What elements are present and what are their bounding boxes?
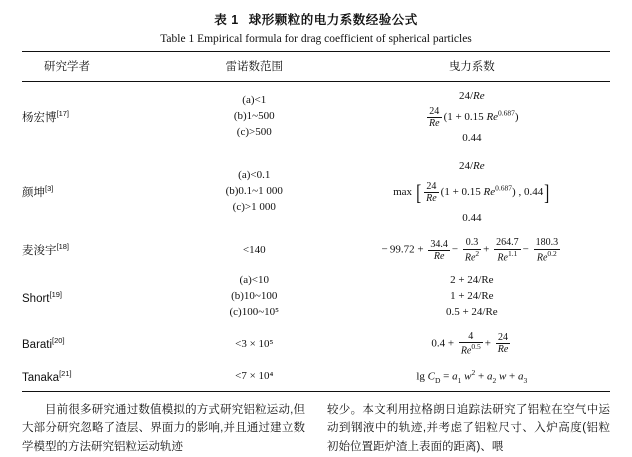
reynolds-line: (a)<0.1 xyxy=(238,169,271,182)
reynolds-line: (c)100~10⁵ xyxy=(229,305,279,318)
table-title-chinese xyxy=(22,10,610,28)
paragraph-right: 较少。本文利用拉格朗日追踪法研究了铝粒在空气中运动到钢液中的轨迹,并考虑了铝粒尺寸、入炉高度(铝粒初始位置距炉渣上表面的距离)、喂 xyxy=(327,403,610,453)
scholar-name: Short xyxy=(22,292,50,305)
cell-reynolds xyxy=(175,362,334,392)
fraction-4-re05: $\frac{4}{Re^{0.5}}$ xyxy=(460,330,481,357)
scholar-ref: [19] xyxy=(49,289,63,299)
fraction-24-re: $\frac{24}{Re}$ xyxy=(497,332,509,356)
scholar-ref: [21] xyxy=(59,368,72,378)
cell-drag xyxy=(334,152,610,232)
scholar-name: 杨宏博 xyxy=(22,112,57,125)
cell-reynolds xyxy=(175,326,334,362)
body-column-right xyxy=(327,401,610,457)
table-number: 表 1 xyxy=(214,13,239,27)
drag-formula-a: 2 + 24/Re xyxy=(450,274,494,287)
body-column-left xyxy=(22,401,305,457)
paragraph-left: 目前很多研究通过数值模拟的方式研究铝粒运动,但大部分研究忽略了渣层、界面力的影响,并且通过建立数学模型的方法研究铝粒运动轨迹 xyxy=(22,403,305,453)
reynolds-line: <7 × 10⁴ xyxy=(235,370,274,383)
drag-formula-a: 24/Re xyxy=(458,90,485,102)
fraction-24-re: $\frac{24}{Re}$ xyxy=(429,105,440,129)
cell-drag xyxy=(334,268,610,326)
drag-formula-c: 0.44 xyxy=(462,211,482,224)
scholar-ref: [17] xyxy=(56,109,70,119)
drag-formula-mai: − 99.72 + $\frac{34.4}{Re}$ − $\frac{0.3}{Re^2}$ + $\frac{264.7}{Re^{1.1}}$ − $\frac{180.3}{Re^{0.2}}$ xyxy=(381,237,559,263)
reynolds-line: (b)10~100 xyxy=(231,290,278,303)
reynolds-line: (a)<10 xyxy=(239,274,269,287)
fraction-03-re2: $\frac{0.3}{Re^2}$ xyxy=(464,237,480,263)
fraction-2647-re11: $\frac{264.7}{Re^{1.1}}$ xyxy=(496,237,519,263)
scholar-name: Tanaka xyxy=(22,371,60,384)
table-row xyxy=(22,362,610,392)
fraction-344-re: $\frac{34.4}{Re}$ xyxy=(430,238,448,262)
drag-formula-a: 24/Re xyxy=(458,160,485,173)
table-row xyxy=(22,326,610,362)
header-reynolds: 雷诺数范围 xyxy=(225,61,283,73)
scholar-name: 颜坤 xyxy=(22,187,45,200)
scholar-ref: [3] xyxy=(45,184,54,194)
drag-formula-c: 0.44 xyxy=(462,131,482,144)
cell-reynolds xyxy=(175,152,334,232)
cell-scholar xyxy=(22,152,175,232)
fraction-1803-re02: $\frac{180.3}{Re^{0.2}}$ xyxy=(535,237,559,263)
reynolds-line: <3 × 10⁵ xyxy=(235,337,274,350)
cell-reynolds xyxy=(175,268,334,326)
table-row xyxy=(22,152,610,232)
reynolds-line: (c)>500 xyxy=(236,126,272,139)
header-scholar: 研究学者 xyxy=(44,61,90,73)
cell-drag xyxy=(334,232,610,268)
drag-formula-b: 1 + 24/Re xyxy=(450,290,494,303)
cell-scholar xyxy=(22,82,175,153)
cell-drag xyxy=(334,326,610,362)
cell-reynolds xyxy=(175,82,334,153)
reynolds-line: <140 xyxy=(242,244,266,257)
drag-coefficient-table xyxy=(22,51,610,392)
table-title-english: Table 1 Empirical formula for drag coefficient of spherical particles xyxy=(160,33,472,45)
reynolds-line: (a)<1 xyxy=(242,94,267,107)
table-title-text: 球形颗粒的电力系数经验公式 xyxy=(248,13,418,27)
scholar-name: Barati xyxy=(22,339,53,352)
reynolds-line: (b)0.1~1 000 xyxy=(225,185,283,198)
table-header-row xyxy=(22,52,610,82)
scholar-name: 麦浚宇 xyxy=(22,245,57,258)
fraction-24-re: $\frac{24}{Re}$ xyxy=(426,180,437,204)
table-row xyxy=(22,232,610,268)
drag-formula-c: 0.5 + 24/Re xyxy=(445,305,498,318)
cell-scholar xyxy=(22,362,175,392)
bracket-left: [ xyxy=(415,179,422,205)
body-text xyxy=(22,401,610,457)
cell-drag xyxy=(334,82,610,153)
cell-scholar xyxy=(22,232,175,268)
cell-scholar xyxy=(22,268,175,326)
cell-drag xyxy=(334,362,610,392)
reynolds-line: (c)>1 000 xyxy=(232,201,276,214)
drag-formula-barati: 0.4 + $\frac{4}{Re^{0.5}}$ + $\frac{24}{Re}$ xyxy=(431,330,509,357)
cell-reynolds xyxy=(175,232,334,268)
reynolds-line: (b)1~500 xyxy=(233,110,275,123)
cell-scholar xyxy=(22,326,175,362)
scholar-ref: [20] xyxy=(52,336,65,346)
drag-formula-b: max [ $\frac{24}{Re}$ (1 + 0.15 $Re^{0.687}$) , 0.44] xyxy=(334,176,610,209)
scholar-ref: [18] xyxy=(56,242,70,252)
drag-formula-b: $\frac{24}{Re}$ (1 + 0.15 $Re^{0.687}$) xyxy=(429,105,519,129)
drag-formula-tanaka: $\lg C_D = a_1$ $w^2 + a_2$ $w + a_3$ xyxy=(416,367,528,385)
table-row xyxy=(22,82,610,153)
header-drag: 曳力系数 xyxy=(448,61,495,73)
table-row xyxy=(22,268,610,326)
bracket-right: ] xyxy=(544,179,550,205)
